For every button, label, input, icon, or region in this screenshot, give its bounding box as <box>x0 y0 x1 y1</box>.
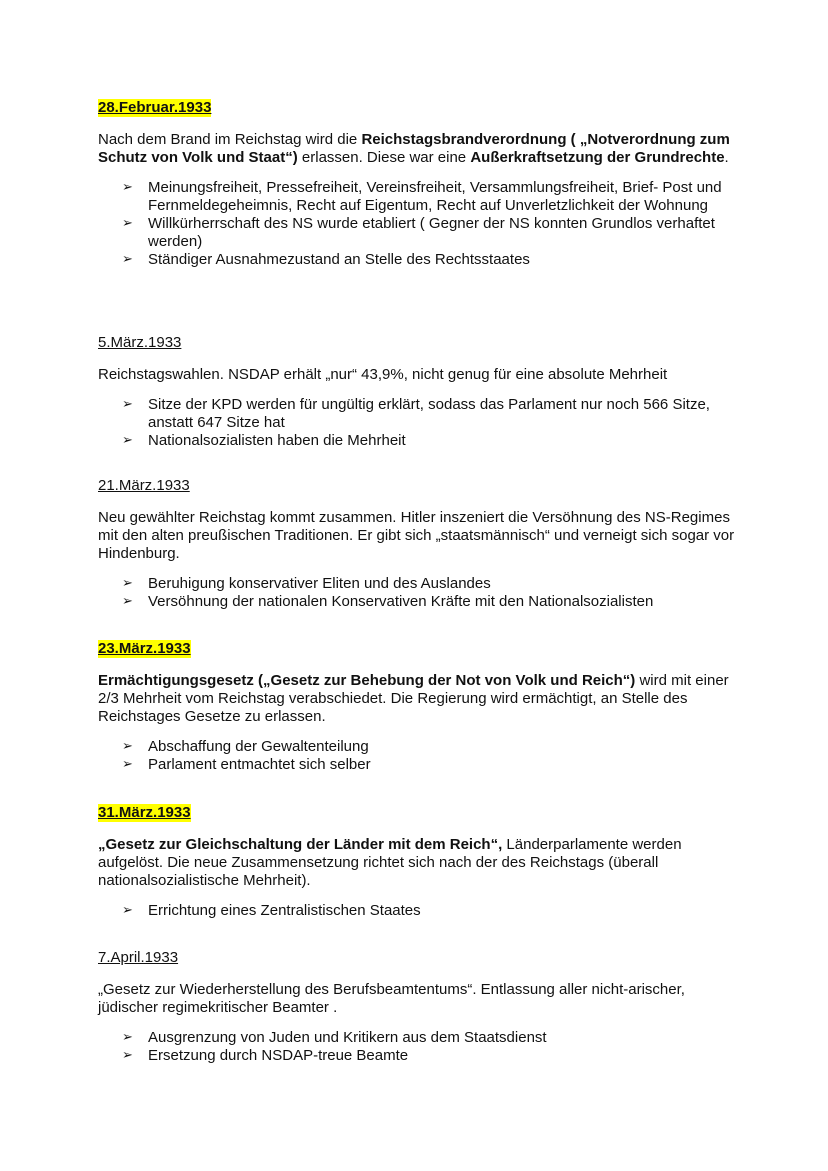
bold-text-run: Ermächtigungsgesetz („Gesetz zur Behebung der Not von Volk und Reich“) <box>98 672 636 689</box>
text-run: erlassen. Diese war eine <box>297 149 471 166</box>
bullet-list <box>98 1029 738 1065</box>
arrow-bullet-icon: ➢ <box>122 1048 133 1063</box>
arrow-bullet-icon: ➢ <box>122 180 133 195</box>
section-5-maerz <box>98 334 738 450</box>
bullet-item <box>98 575 738 593</box>
section-date-heading: 5.März.1933 <box>98 334 182 351</box>
bullet-text: Parlament entmachtet sich selber <box>148 756 371 773</box>
arrow-bullet-icon: ➢ <box>122 1030 133 1045</box>
bullet-list <box>98 179 738 269</box>
bullet-text: Versöhnung der nationalen Konservativen Kräfte mit den Nationalsozialisten <box>148 593 654 610</box>
text-run: Reichstagswahlen. NSDAP erhält „nur“ 43,9%, nicht genug für eine absolute Mehrheit <box>98 366 668 383</box>
bullet-item <box>98 179 738 215</box>
bold-text-run: Reichstagsbrandverordnung ( „Notverordnung zum Schutz von Volk und Staat“) <box>98 131 730 166</box>
text-run: . <box>724 149 729 166</box>
section-date-heading: 7.April.1933 <box>98 949 179 966</box>
section-paragraph <box>98 836 738 890</box>
bullet-item <box>98 738 738 756</box>
bullet-item <box>98 1029 738 1047</box>
arrow-bullet-icon: ➢ <box>122 397 133 412</box>
bullet-text: Nationalsozialisten haben die Mehrheit <box>148 432 406 449</box>
section-paragraph <box>98 509 738 563</box>
bullet-item <box>98 1047 738 1065</box>
text-run: „Gesetz zur Wiederherstellung des Berufsbeamtentums“. Entlassung aller nicht-arischer, jüdischer regimekritischer Beamter . <box>98 981 685 1016</box>
arrow-bullet-icon: ➢ <box>122 252 133 267</box>
section-paragraph <box>98 981 738 1017</box>
bullet-list <box>98 575 738 611</box>
bullet-item <box>98 251 738 269</box>
arrow-bullet-icon: ➢ <box>122 903 133 918</box>
bullet-item <box>98 902 738 920</box>
arrow-bullet-icon: ➢ <box>122 433 133 448</box>
section-date-heading: 21.März.1933 <box>98 477 190 494</box>
arrow-bullet-icon: ➢ <box>122 739 133 754</box>
bullet-list <box>98 738 738 774</box>
bullet-text: Sitze der KPD werden für ungültig erklärt, sodass das Parlament nur noch 566 Sitze, anstatt 647 Sitze hat <box>148 396 710 431</box>
bullet-item <box>98 215 738 251</box>
text-run: wird mit einer 2/3 Mehrheit vom Reichstag verabschiedet. Die Regierung wird ermächtigt, an Stelle des Reichstages Gesetze zu erlassen. <box>98 672 729 725</box>
bullet-list <box>98 396 738 450</box>
section-paragraph <box>98 131 738 167</box>
arrow-bullet-icon: ➢ <box>122 576 133 591</box>
arrow-bullet-icon: ➢ <box>122 216 133 231</box>
section-date-heading: 23.März.1933 <box>98 640 191 657</box>
section-31-maerz <box>98 804 738 920</box>
arrow-bullet-icon: ➢ <box>122 594 133 609</box>
bullet-text: Beruhigung konservativer Eliten und des Auslandes <box>148 575 491 592</box>
section-23-maerz <box>98 640 738 774</box>
section-date-heading: 28.Februar.1933 <box>98 99 212 116</box>
bullet-text: Willkürherrschaft des NS wurde etabliert ( Gegner der NS konnten Grundlos verhaftet werden) <box>148 215 715 250</box>
bold-text-run: „Gesetz zur Gleichschaltung der Länder mit dem Reich“, <box>98 836 503 853</box>
bullet-item <box>98 593 738 611</box>
text-run: Neu gewählter Reichstag kommt zusammen. Hitler inszeniert die Versöhnung des NS-Regimes mit den alten preußischen Traditionen. Er gibt sich „staatsmännisch“ und verneigt sich sogar vor Hindenburg. <box>98 509 735 562</box>
bullet-text: Errichtung eines Zentralistischen Staates <box>148 902 421 919</box>
section-21-maerz <box>98 477 738 611</box>
section-date-heading: 31.März.1933 <box>98 804 191 821</box>
bullet-item <box>98 756 738 774</box>
bullet-text: Meinungsfreiheit, Pressefreiheit, Vereinsfreiheit, Versammlungsfreiheit, Brief- Post und Fernmeldegeheimnis, Recht auf Eigentum, Recht auf Unverletzlichkeit der Wohnung <box>148 179 722 214</box>
bullet-text: Ausgrenzung von Juden und Kritikern aus dem Staatsdienst <box>148 1029 547 1046</box>
bullet-item <box>98 396 738 432</box>
section-paragraph <box>98 366 738 384</box>
text-run: Nach dem Brand im Reichstag wird die <box>98 131 362 148</box>
section-paragraph <box>98 672 738 726</box>
section-28-februar <box>98 99 738 269</box>
bullet-list <box>98 902 738 920</box>
bullet-item <box>98 432 738 450</box>
bullet-text: Ständiger Ausnahmezustand an Stelle des Rechtsstaates <box>148 251 530 268</box>
bold-text-run: Außerkraftsetzung der Grundrechte <box>470 149 725 166</box>
bullet-text: Ersetzung durch NSDAP-treue Beamte <box>148 1047 409 1064</box>
text-run: Länderparlamente werden aufgelöst. Die neue Zusammensetzung richtet sich nach der des Reichstags (überall nationalsozialistische Mehrheit). <box>98 836 682 889</box>
arrow-bullet-icon: ➢ <box>122 757 133 772</box>
bullet-text: Abschaffung der Gewaltenteilung <box>148 738 369 755</box>
section-7-april <box>98 949 738 1065</box>
